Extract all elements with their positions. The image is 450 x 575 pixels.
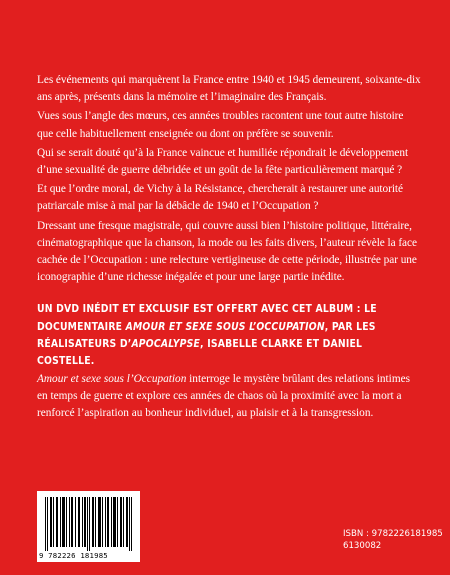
paragraph-intro: Les événements qui marquèrent la France entre 1940 et 1945 demeurent, soixante-dix ans après, présents dans la mémoire et l’imaginaire des Français. xyxy=(37,74,421,104)
barcode-number: 9 782226 181985 xyxy=(39,551,108,560)
barcode-bars xyxy=(43,497,134,551)
dvd-announcement xyxy=(37,301,421,370)
dvd-documentary-title: AMOUR ET SEXE SOUS L’OCCUPATION xyxy=(125,320,325,333)
book-title: Amour et sexe sous l’Occupation xyxy=(37,372,187,385)
dvd-line-1: UN DVD INÉDIT ET EXCLUSIF EST OFFERT AVEC CET ALBUM : LE DOCUMENTAIRE xyxy=(37,303,377,333)
barcode xyxy=(37,491,140,562)
paragraph-fresque: Dressant une fresque magistrale, qui couvre aussi bien l’histoire politique, littéraire, cinématographique que la chanson, la mode ou les faits divers, l’auteur révèle la face cachée de l’Occupation : une relecture vertigineuse de cette période, illustrée par une iconographie d’une richesse inégalée et pour une large partie inédite. xyxy=(37,219,417,284)
paragraph-question-2: Et que l’ordre moral, de Vichy à la Résistance, chercherait à restaurer une autorité patriarcale mise à mal par la débâcle de 1940 et l’Occupation ? xyxy=(37,183,403,213)
dvd-comma: , xyxy=(200,338,204,351)
product-code: 6130082 xyxy=(343,541,382,551)
paragraph-moeurs: Vues sous l’angle des mœurs, ces années troubles racontent une tout autre histoire que celle habituellement enseignée ou dont on préfère se souvenir. xyxy=(37,110,404,140)
paragraph-question-1: Qui se serait douté qu’à la France vaincue et humiliée répondrait le développement d’une sexualité de guerre débridée et un goût de la fête particulièrement marqué ? xyxy=(37,146,409,177)
isbn-number: ISBN : 9782226181985 xyxy=(343,529,443,539)
paragraph-closing xyxy=(37,371,421,423)
dvd-line-2: , PAR LES RÉALISATEURS D’ xyxy=(37,320,376,351)
closing-text: interroge le mystère brûlant des relations intimes en temps de guerre et explore ces années de chaos où la proximité avec la mort a renforcé l’aspiration au bonheur individuel, au plaisir et à la transgression. xyxy=(37,372,411,420)
blurb xyxy=(37,72,421,422)
dvd-directors: ISABELLE CLARKE ET DANIEL COSTELLE. xyxy=(37,338,363,368)
dvd-film-title: APOCALYPSE xyxy=(131,338,201,351)
isbn-block xyxy=(343,528,443,552)
